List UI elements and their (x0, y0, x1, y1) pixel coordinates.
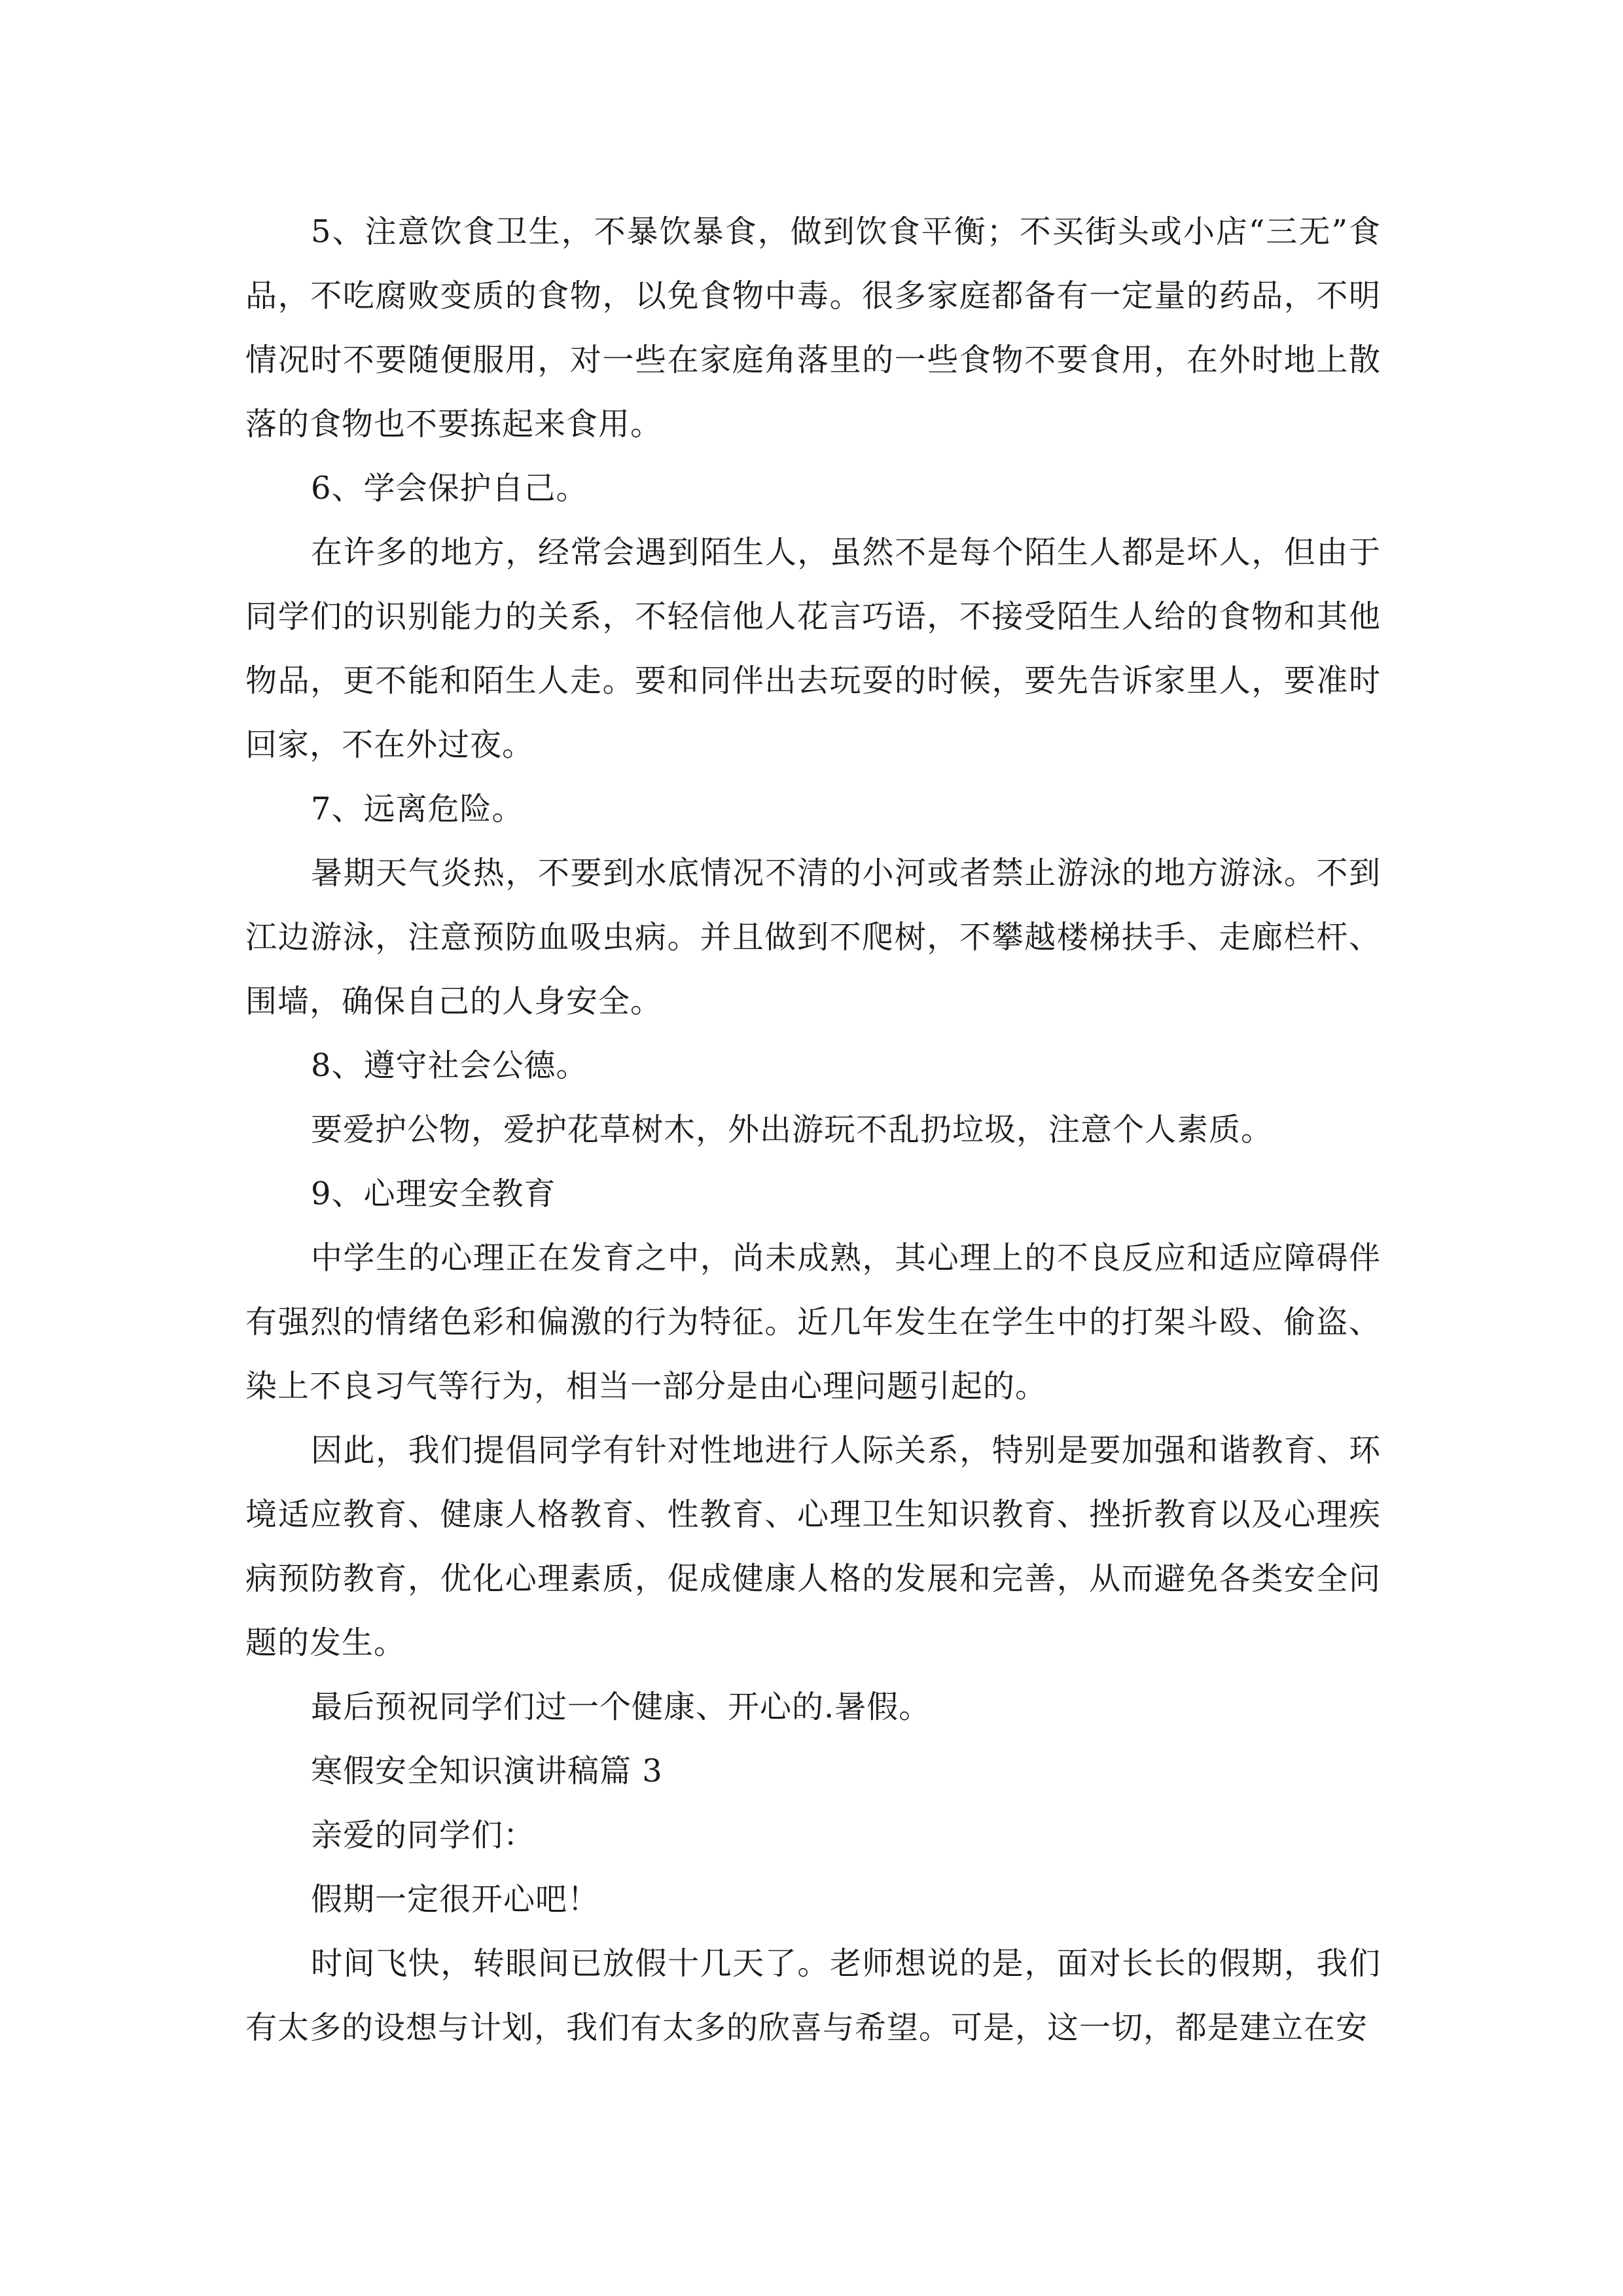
paragraph-psychology-education: 因此，我们提倡同学有针对性地进行人际关系，特别是要加强和谐教育、环境适应教育、健康人格教育、性教育、心理卫生知识教育、挫折教育以及心理疾病预防教育，优化心理素质，促成健康人格的发展和完善，从而避免各类安全问题的发生。 (245, 1432, 1381, 1661)
paragraph-public-property: 要爱护公物，爱护花草树木，外出游玩不乱扔垃圾，注意个人素质。 (311, 1111, 1274, 1148)
heading-protect-yourself: 6、学会保护自己。 (311, 470, 588, 507)
paragraph-swimming-safety: 暑期天气炎热，不要到水底情况不清的小河或者禁止游泳的地方游泳。不到江边游泳，注意预防血吸虫病。并且做到不爬树，不攀越楼梯扶手、走廊栏杆、围墙，确保自己的人身安全。 (245, 855, 1381, 1020)
document-body (245, 200, 1381, 2060)
paragraph-happy-holiday: 假期一定很开心吧！ (311, 1881, 600, 1918)
heading-social-ethics: 8、遵守社会公德。 (311, 1047, 588, 1084)
section-title: 寒假安全知识演讲稿篇 3 (311, 1753, 663, 1789)
heading-stay-away-from-danger: 7、远离危险。 (311, 791, 524, 827)
paragraph-time-flies: 时间飞快，转眼间已放假十几天了。老师想说的是，面对长长的假期，我们有太多的设想与计划，我们有太多的欣喜与希望。可是，这一切，都是建立在安 (245, 1945, 1381, 2046)
paragraph-psychology-development: 中学生的心理正在发育之中，尚未成熟，其心理上的不良反应和适应障碍伴有强烈的情绪色彩和偏激的行为特征。近几年发生在学生中的打架斗殴、偷盗、染上不良习气等行为，相当一部分是由心理问题引起的。 (245, 1240, 1381, 1405)
salutation: 亲爱的同学们： (311, 1817, 536, 1854)
paragraph-closing-wishes: 最后预祝同学们过一个健康、开心的.暑假。 (311, 1689, 931, 1725)
paragraph-strangers: 在许多的地方，经常会遇到陌生人，虽然不是每个陌生人都是坏人，但由于同学们的识别能力的关系，不轻信他人花言巧语，不接受陌生人给的食物和其他物品，更不能和陌生人走。要和同伴出去玩耍的时候，要先告诉家里人，要准时回家，不在外过夜。 (245, 534, 1381, 763)
heading-psychological-safety: 9、心理安全教育 (311, 1175, 556, 1212)
paragraph-diet-hygiene: 5、注意饮食卫生，不暴饮暴食，做到饮食平衡；不买街头或小店“三无”食品，不吃腐败变质的食物，以免食物中毒。很多家庭都备有一定量的药品，不明情况时不要随便服用，对一些在家庭角落里的一些食物不要食用，在外时地上散落的食物也不要拣起来食用。 (245, 213, 1381, 442)
